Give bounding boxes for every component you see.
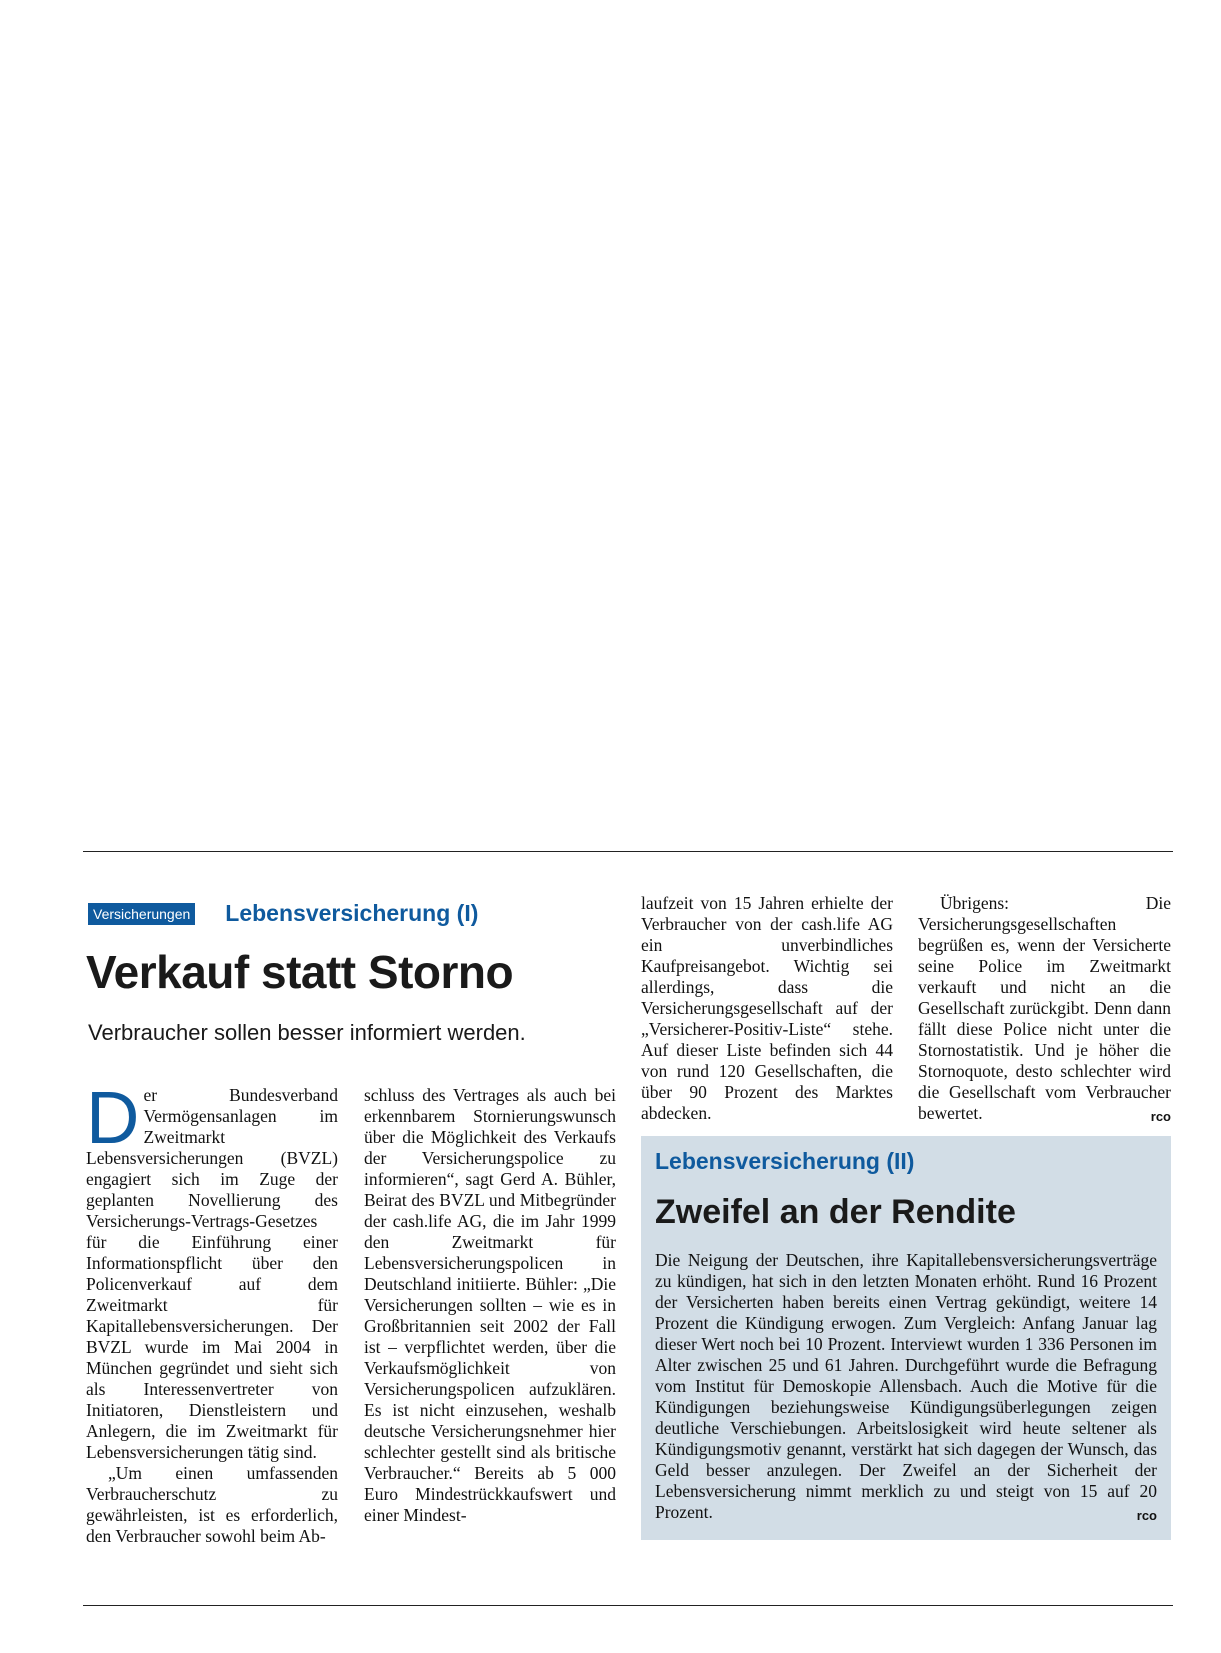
paragraph-text: Übrigens: Die Versicherungsgesellschaften begrüßen es, wenn der Versicherte seine Police im Zweitmarkt verkauft und nicht an die Gesellschaft zurückgibt. Denn dann fällt diese Police nicht unter die Stornostatistik. Und je höher die Stornoquote, desto schlechter wird die Gesellschaft vom Verbraucher bewertet. bbox=[918, 893, 1171, 1123]
author-signature: rco bbox=[1150, 1109, 1171, 1124]
article-subhead: Verbraucher sollen besser informiert werden. bbox=[88, 1020, 526, 1045]
paragraph bbox=[918, 893, 1171, 1124]
top-rule bbox=[83, 851, 1173, 852]
sidebar-article-box bbox=[641, 1136, 1171, 1540]
paragraph: laufzeit von 15 Jahren erhielte der Verbraucher von der cash.life AG ein unverbindliches Kaufpreisangebot. Wichtig sei allerdings, dass die Versicherungsgesellschaft auf der „Versicherer-Positiv-Liste“ stehe. Auf dieser Liste befinden sich 44 von rund 120 Gesellschaften, die über 90 Prozent des Marktes abdecken. bbox=[641, 893, 893, 1123]
article-column-1 bbox=[86, 1076, 338, 1557]
section-tag: Versicherungen bbox=[88, 903, 195, 925]
article-kicker-row bbox=[88, 900, 478, 927]
sidebar-headline: Zweifel an der Rendite bbox=[655, 1193, 1016, 1231]
article-column-4 bbox=[918, 893, 1171, 1124]
article-kicker: Lebensversicherung (I) bbox=[225, 900, 479, 926]
article-headline: Verkauf statt Storno bbox=[86, 946, 514, 998]
author-signature: rco bbox=[1136, 1508, 1157, 1523]
paragraph-text: Die Neigung der Deutschen, ihre Kapitallebensversicherungsverträge zu kündigen, hat sich in den letzten Monaten erhöht. Rund 16 Prozent der Versicherten haben bereits einen Vertrag gekündigt, weitere 14 Prozent die Kündigung erwogen. Zum Vergleich: Anfang Januar lag dieser Wert noch bei 10 Prozent. Interviewt wurden 1 336 Personen im Alter zwischen 25 und 61 Jahren. Durchgeführt wurde die Befragung vom Institut für Demoskopie Allensbach. Auch die Motive für die Kündigungen beziehungsweise Kündigungsüberlegungen zeigen deutliche Verschiebungen. Arbeitslosigkeit wird heute seltener als Kündigungsmotiv genannt, verstärkt hat sich dagegen der Wunsch, das Geld besser anzulegen. Der Zweifel an der Sicherheit der Lebensversicherung nimmt merklich zu und steigt von 15 auf 20 Prozent. bbox=[655, 1250, 1157, 1522]
paragraph: „Um einen umfassenden Verbraucherschutz zu gewährleisten, ist es erforderlich, den Verbraucher sowohl beim Ab- bbox=[86, 1463, 338, 1546]
bottom-rule bbox=[83, 1605, 1173, 1606]
drop-cap: D bbox=[86, 1076, 140, 1159]
sidebar-body bbox=[655, 1250, 1157, 1523]
paragraph: schluss des Vertrages als auch bei erkennbarem Stornierungswunsch über die Möglichkeit des Verkaufs der Versicherungspolice zu informieren“, sagt Gerd A. Bühler, Beirat des BVZL und Mitbegründer der cash.life AG, die im Jahr 1999 den Zweitmarkt für Lebensversicherungspolicen in Deutschland initiierte. Bühler: „Die Versicherungen sollten – wie es in Großbritannien seit 2002 der Fall ist – verpflichtet werden, über die Verkaufsmöglichkeit von Versicherungspolicen aufzuklären. Es ist nicht einzusehen, weshalb deutsche Versicherungsnehmer hier schlechter gestellt sind als britische Verbraucher.“ Bereits ab 5 000 Euro Mindestrückkaufswert und einer Mindest- bbox=[364, 1085, 616, 1525]
article-column-3 bbox=[641, 893, 893, 1123]
paragraph: er Bundesverband Vermögensanlagen im Zweitmarkt Lebensversicherungen (BVZL) engagiert sich im Zuge der geplanten Novellierung des Versicherungs-Vertrags-Gesetzes für die Einführung einer Informationspflicht über den Policenverkauf auf dem Zweitmarkt für Kapitallebensversicherungen. Der BVZL wurde im Mai 2004 in München gegründet und sieht sich als Interessenvertreter von Initiatoren, Dienstleistern und Anlegern, die im Zweitmarkt für Lebensversicherungen tätig sind. bbox=[86, 1085, 338, 1462]
article-column-2 bbox=[364, 1085, 616, 1557]
sidebar-kicker: Lebensversicherung (II) bbox=[655, 1148, 915, 1174]
